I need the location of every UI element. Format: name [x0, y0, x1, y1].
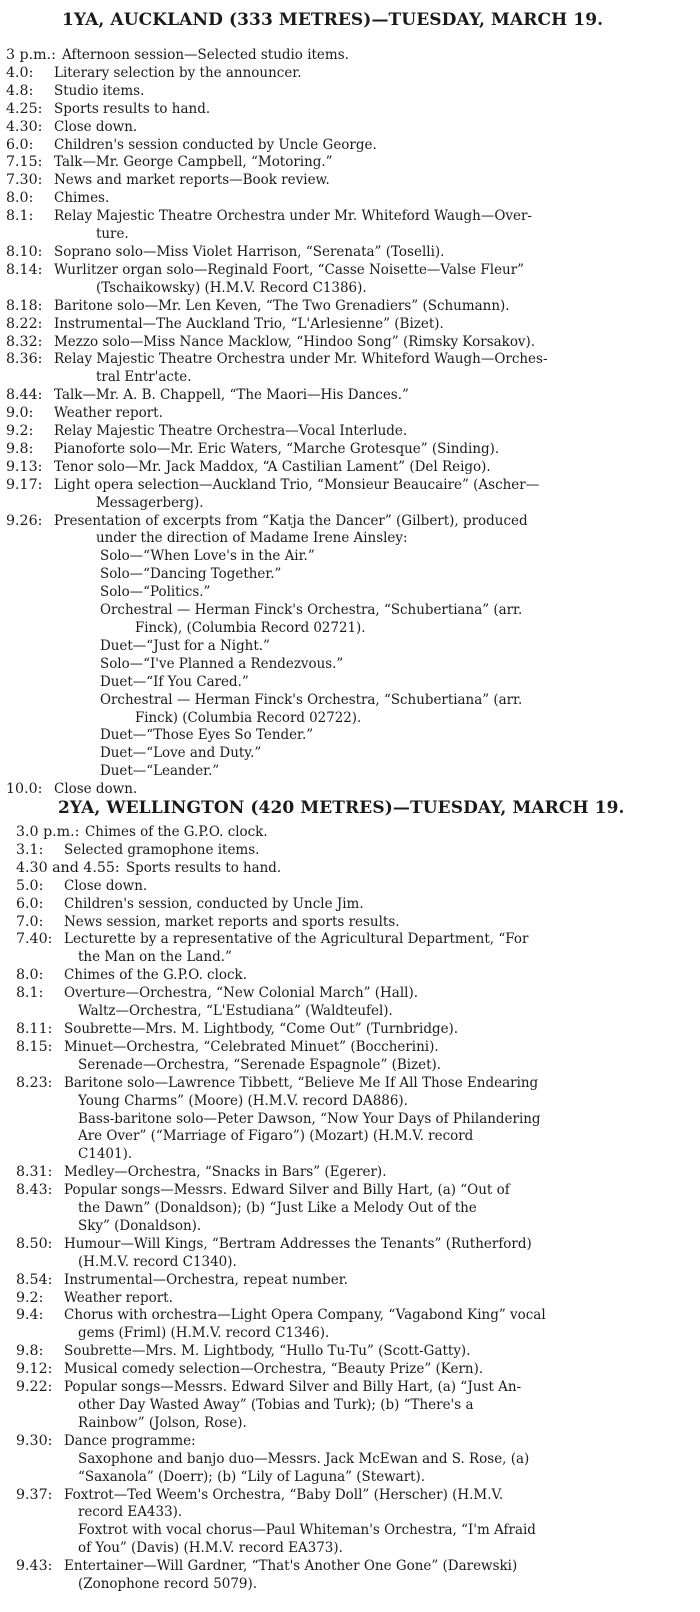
program-entry	[0, 824, 700, 842]
entry-time: 9.30:	[16, 1432, 53, 1449]
entry-text-line: under the direction of Madame Irene Ainsley:	[96, 530, 408, 547]
entry-time: 7.30:	[6, 172, 43, 189]
entry-text-line: Chimes.	[54, 190, 110, 207]
entry-text-line: Chimes of the G.P.O. clock.	[64, 967, 248, 984]
entry-text-line: Sports results to hand.	[54, 100, 211, 117]
entry-text-line: Tenor solo—Mr. Jack Maddox, “A Castilian Lament” (Del Reigo).	[54, 458, 491, 475]
entry-text-line: Medley—Orchestra, “Snacks in Bars” (Egerer).	[64, 1164, 387, 1181]
entry-text-line: Instrumental—The Auckland Trio, “L'Arlesienne” (Bizet).	[54, 315, 444, 332]
program-entry	[0, 244, 700, 262]
sub-item-line: Are Over” (“Marriage of Figaro”) (Mozart) (H.M.V. record	[78, 1128, 474, 1145]
program-entry	[0, 878, 700, 896]
section-1ya-auckland	[0, 10, 700, 799]
entry-time: 8.31:	[16, 1164, 53, 1181]
entry-text-line: Minuet—Orchestra, “Celebrated Minuet” (Boccherini).	[64, 1038, 439, 1055]
entry-text-line: Selected gramophone items.	[64, 841, 260, 858]
entry-text-line: Literary selection by the announcer.	[54, 64, 302, 81]
entry-time: 8.36:	[6, 351, 43, 368]
sub-item-line: Solo—“Dancing Together.”	[100, 566, 282, 583]
entry-text-line: other Day Wasted Away” (Tobias and Turk); (b) “There's a	[78, 1397, 474, 1413]
entry-time: 8.32:	[6, 333, 43, 350]
entry-time: 8.0:	[6, 190, 34, 207]
entry-text-line: Foxtrot—Ted Weem's Orchestra, “Baby Doll” (Herscher) (H.M.V.	[64, 1486, 504, 1503]
entry-time: 8.14:	[6, 261, 43, 278]
entry-text-line: Soprano solo—Miss Violet Harrison, “Serenata” (Toselli).	[54, 243, 445, 260]
sub-item-line: Duet—“Leander.”	[100, 763, 220, 780]
entry-text-line: Close down.	[54, 118, 138, 135]
entry-text-line: Mezzo solo—Miss Nance Macklow, “Hindoo Song” (Rimsky Korsakov).	[54, 333, 536, 350]
entry-text-line: Messagerberg).	[96, 494, 204, 511]
entry-time: 4.30 and 4.55:	[16, 859, 120, 876]
entry-text-line: Dance programme:	[64, 1432, 196, 1449]
entry-text-line: Rainbow” (Jolson, Rose).	[78, 1414, 247, 1431]
program-entry	[0, 477, 700, 513]
program-entry	[0, 172, 700, 190]
entry-time: 9.37:	[16, 1486, 53, 1503]
program-list	[0, 47, 700, 799]
entry-time: 3.0 p.m.:	[16, 824, 80, 840]
entry-text-line: Close down.	[54, 781, 138, 798]
entry-time: 7.40:	[16, 931, 53, 948]
entry-text-line: the Dawn” (Donaldson); (b) “Just Like a Melody Out of the	[78, 1200, 477, 1217]
entry-text-line: tral Entr'acte.	[96, 369, 192, 386]
entry-text-line: Popular songs—Messrs. Edward Silver and Billy Hart, (a) “Out of	[64, 1182, 510, 1199]
entry-time: 8.1:	[16, 985, 44, 1002]
entry-time: 9.4:	[16, 1307, 44, 1324]
entry-text-line: Musical comedy selection—Orchestra, “Beauty Prize” (Kern).	[64, 1361, 484, 1378]
entry-text-line: Soubrette—Mrs. M. Lightbody, “Hullo Tu-Tu” (Scott-Gatty).	[64, 1343, 471, 1360]
program-entry	[0, 967, 700, 985]
sub-item-line: Finck), (Columbia Record 02721).	[135, 620, 366, 636]
entry-time: 9.8:	[16, 1343, 44, 1360]
entry-text-line: (Tschaikowsky) (H.M.V. Record C1386).	[96, 279, 367, 296]
entry-time: 4.0:	[6, 64, 34, 81]
entry-time: 4.30:	[6, 118, 43, 135]
program-entry	[0, 351, 700, 387]
entry-time: 8.1:	[6, 208, 34, 225]
entry-text-line: Weather report.	[54, 405, 163, 422]
program-entry	[0, 1343, 700, 1361]
entry-text-line: Soubrette—Mrs. M. Lightbody, “Come Out” (Turnbridge).	[64, 1020, 459, 1037]
entry-time: 9.8:	[6, 440, 34, 457]
program-entry	[0, 405, 700, 423]
sub-item-line: Saxophone and banjo duo—Messrs. Jack McEwan and S. Rose, (a)	[78, 1450, 530, 1467]
program-entry	[0, 1236, 700, 1272]
program-entry	[0, 1487, 700, 1559]
program-entry	[0, 1558, 700, 1594]
sub-item-line: Bass-baritone solo—Peter Dawson, “Now Your Days of Philandering	[78, 1110, 541, 1127]
sub-item-line: of You” (Davis) (H.M.V. record EA373).	[78, 1540, 343, 1557]
entry-text-line: (Zonophone record 5079).	[78, 1576, 257, 1593]
program-entry	[0, 914, 700, 932]
sub-item-line: Duet—“Those Eyes So Tender.”	[100, 727, 314, 744]
entry-time: 9.17:	[6, 476, 43, 493]
program-entry	[0, 47, 700, 65]
entry-text-line: News session, market reports and sports results.	[64, 913, 400, 930]
entry-text-line: Instrumental—Orchestra, repeat number.	[64, 1271, 348, 1288]
sub-item-line: Solo—“Politics.”	[100, 584, 211, 601]
entry-text-line: Close down.	[64, 877, 148, 894]
entry-time: 9.2:	[16, 1289, 44, 1306]
entry-text-line: Lecturette by a representative of the Agricultural Department, “For	[64, 931, 529, 948]
entry-time: 10.0:	[6, 781, 43, 798]
program-entry	[0, 1021, 700, 1039]
sub-item-line: “Saxanola” (Doerr); (b) “Lily of Laguna” (Stewart).	[78, 1468, 426, 1485]
entry-time: 8.50:	[16, 1235, 53, 1252]
sub-item-line: Solo—“I've Planned a Rendezvous.”	[100, 655, 344, 672]
entry-time: 8.23:	[16, 1074, 53, 1091]
program-entry	[0, 190, 700, 208]
entry-time: 8.43:	[16, 1182, 53, 1199]
entry-time: 8.18:	[6, 297, 43, 314]
section-header: 2YA, WELLINGTON (420 METRES)—TUESDAY, MARCH 19.	[58, 798, 625, 818]
sub-item-line: Duet—“Love and Duty.”	[100, 745, 262, 762]
entry-text-line: Wurlitzer organ solo—Reginald Foort, “Casse Noisette—Valse Fleur”	[54, 261, 525, 278]
entry-text-line: record EA433).	[78, 1504, 183, 1521]
entry-time: 9.0:	[6, 405, 34, 422]
program-entry	[0, 1075, 700, 1165]
program-entry	[0, 387, 700, 405]
entry-text-line: Weather report.	[64, 1289, 173, 1306]
entry-text-line: Young Charms” (Moore) (H.M.V. record DA886).	[78, 1092, 408, 1109]
entry-text-line: Children's session conducted by Uncle George.	[54, 136, 377, 153]
program-entry	[0, 459, 700, 477]
program-entry	[0, 298, 700, 316]
entry-text-line: Chorus with orchestra—Light Opera Company, “Vagabond King” vocal	[64, 1307, 546, 1324]
entry-text-line: Pianoforte solo—Mr. Eric Waters, “Marche Grotesque” (Sinding).	[54, 440, 500, 457]
program-entry	[0, 1182, 700, 1236]
entry-text-line: Sky” (Donaldson).	[78, 1217, 202, 1234]
program-entry	[0, 316, 700, 334]
sub-item-line: Duet—“Just for a Night.”	[100, 637, 270, 654]
entry-time: 6.0:	[16, 895, 44, 912]
program-entry	[0, 513, 700, 782]
entry-time: 4.8:	[6, 82, 34, 99]
entry-time: 8.0:	[16, 967, 44, 984]
entry-text-line: Presentation of excerpts from “Katja the Dancer” (Gilbert), produced	[54, 512, 528, 529]
program-entry	[0, 208, 700, 244]
entry-time: 9.2:	[6, 423, 34, 440]
entry-text-line: Studio items.	[54, 82, 145, 99]
entry-text-line: the Man on the Land.”	[78, 949, 232, 966]
entry-text-line: Talk—Mr. A. B. Chappell, “The Maori—His Dances.”	[54, 387, 409, 404]
entry-text-line: Overture—Orchestra, “New Colonial March” (Hall).	[64, 985, 419, 1002]
entry-time: 8.54:	[16, 1271, 53, 1288]
program-entry	[0, 83, 700, 101]
entry-time: 9.43:	[16, 1558, 53, 1575]
sub-item-line: Foxtrot with vocal chorus—Paul Whiteman's Orchestra, “I'm Afraid	[78, 1522, 536, 1539]
entry-text-line: gems (Friml) (H.M.V. record C1346).	[78, 1325, 330, 1342]
program-entry	[0, 985, 700, 1021]
program-entry	[0, 101, 700, 119]
program-entry	[0, 842, 700, 860]
entry-text-line: News and market reports—Book review.	[54, 172, 330, 189]
section-header: 1YA, AUCKLAND (333 METRES)—TUESDAY, MARCH 19.	[62, 10, 604, 30]
entry-time: 6.0:	[6, 136, 34, 153]
sub-item-line: Orchestral — Herman Finck's Orchestra, “Schubertiana” (arr.	[100, 691, 523, 708]
entry-text-line: Chimes of the G.P.O. clock.	[85, 824, 268, 840]
entry-text-line: Relay Majestic Theatre Orchestra—Vocal Interlude.	[54, 423, 408, 440]
entry-text-line: Sports results to hand.	[126, 859, 282, 876]
entry-time: 9.22:	[16, 1379, 53, 1396]
program-entry	[0, 1433, 700, 1487]
sub-item-line: Solo—“When Love's in the Air.”	[100, 548, 315, 565]
program-entry	[0, 860, 700, 878]
program-entry	[0, 1290, 700, 1308]
entry-time: 3 p.m.:	[6, 47, 56, 63]
entry-text-line: Children's session, conducted by Uncle Jim.	[64, 895, 364, 912]
entry-time: 8.22:	[6, 315, 43, 332]
entry-text-line: ture.	[96, 226, 129, 243]
program-entry	[0, 137, 700, 155]
entry-text-line: Light opera selection—Auckland Trio, “Monsieur Beaucaire” (Ascher—	[54, 476, 540, 493]
sub-item-line: Finck) (Columbia Record 02722).	[135, 709, 362, 726]
program-entry	[0, 334, 700, 352]
entry-time: 8.11:	[16, 1020, 53, 1037]
sub-item-line: Duet—“If You Cared.”	[100, 673, 249, 690]
entry-time: 3.1:	[16, 841, 44, 858]
program-entry	[0, 1272, 700, 1290]
entry-time: 9.12:	[16, 1361, 53, 1378]
program-entry	[0, 423, 700, 441]
entry-time: 5.0:	[16, 877, 44, 894]
entry-time: 8.15:	[16, 1038, 53, 1055]
sub-item-line: Orchestral — Herman Finck's Orchestra, “Schubertiana” (arr.	[100, 602, 523, 619]
sub-item-line: C1401).	[78, 1146, 133, 1163]
entry-text-line: Serenade—Orchestra, “Serenade Espagnole” (Bizet).	[78, 1056, 442, 1073]
entry-time: 7.15:	[6, 154, 43, 171]
entry-time: 8.44:	[6, 387, 43, 404]
program-entry	[0, 1361, 700, 1379]
program-entry	[0, 65, 700, 83]
entry-time: 7.0:	[16, 913, 44, 930]
program-entry	[0, 781, 700, 799]
program-entry	[0, 154, 700, 172]
entry-text-line: Humour—Will Kings, “Bertram Addresses the Tenants” (Rutherford)	[64, 1235, 532, 1252]
entry-time: 4.25:	[6, 100, 43, 117]
program-entry	[0, 262, 700, 298]
entry-text-line: Afternoon session—Selected studio items.	[62, 47, 349, 63]
section-2ya-wellington	[0, 798, 700, 1594]
entry-time: 9.13:	[6, 458, 43, 475]
entry-time: 8.10:	[6, 243, 43, 260]
program-entry	[0, 441, 700, 459]
entry-text-line: Talk—Mr. George Campbell, “Motoring.”	[54, 154, 333, 171]
program-entry	[0, 1379, 700, 1433]
program-list	[0, 824, 700, 1594]
entry-text-line: Relay Majestic Theatre Orchestra under Mr. Whiteford Waugh—Over-	[54, 208, 532, 225]
entry-time: 9.26:	[6, 512, 43, 529]
program-entry	[0, 1039, 700, 1075]
program-entry	[0, 1164, 700, 1182]
entry-text-line: Entertainer—Will Gardner, “That's Another One Gone” (Darewski)	[64, 1558, 518, 1575]
program-entry	[0, 931, 700, 967]
entry-text-line: (H.M.V. record C1340).	[78, 1253, 237, 1270]
entry-text-line: Baritone solo—Lawrence Tibbett, “Believe Me If All Those Endearing	[64, 1074, 539, 1091]
entry-text-line: Relay Majestic Theatre Orchestra under Mr. Whiteford Waugh—Orches-	[54, 351, 548, 368]
entry-text-line: Waltz—Orchestra, “L'Estudiana” (Waldteufel).	[78, 1003, 393, 1020]
entry-text-line: Popular songs—Messrs. Edward Silver and Billy Hart, (a) “Just An-	[64, 1379, 522, 1396]
entry-text-line: Baritone solo—Mr. Len Keven, “The Two Grenadiers” (Schumann).	[54, 297, 510, 314]
program-entry	[0, 119, 700, 137]
program-entry	[0, 896, 700, 914]
program-entry	[0, 1307, 700, 1343]
